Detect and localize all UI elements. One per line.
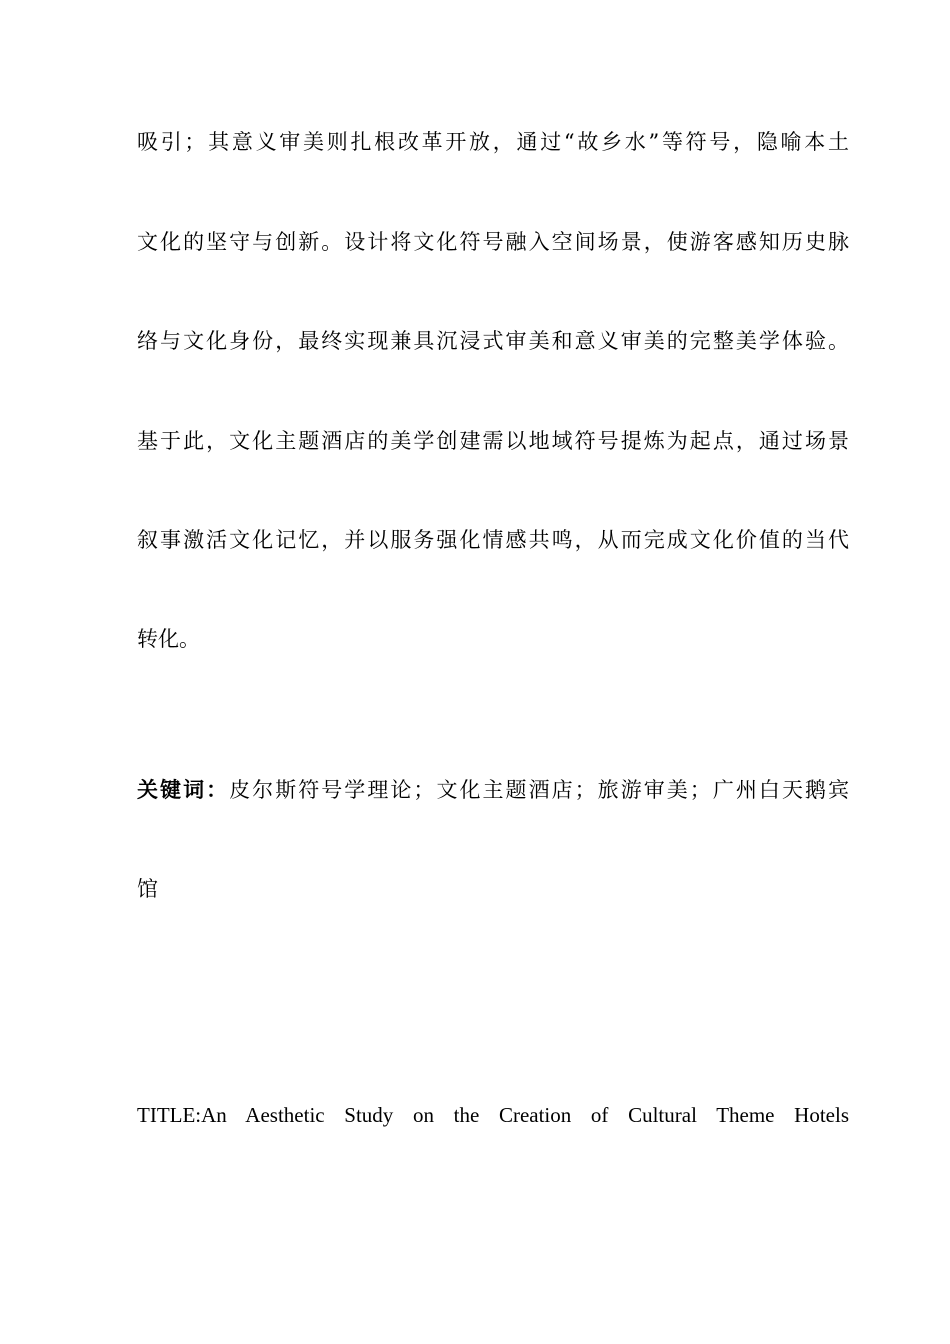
keywords-line-2: 馆 — [137, 877, 158, 901]
abstract-line-4: 基于此，文化主题酒店的美学创建需以地域符号提炼为起点，通过场景 — [137, 429, 849, 453]
keywords-label: 关键词： — [137, 778, 230, 802]
abstract-line-3: 络与文化身份，最终实现兼具沉浸式审美和意义审美的完整美学体验。 — [137, 329, 849, 353]
abstract-line-2: 文化的坚守与创新。设计将文化符号融入空间场景，使游客感知历史脉 — [137, 230, 849, 254]
keywords-line-1 — [137, 776, 849, 804]
abstract-line-1: 吸引；其意义审美则扎根改革开放，通过“故乡水”等符号，隐喻本土 — [137, 130, 849, 154]
abstract-line-6: 转化。 — [137, 627, 200, 651]
abstract-line-5: 叙事激活文化记忆，并以服务强化情感共鸣，从而完成文化价值的当代 — [137, 528, 849, 552]
english-title-line: TITLE:An Aesthetic Study on the Creation of Cultural Theme Hotels — [137, 1103, 849, 1127]
keywords-text: 皮尔斯符号学理论；文化主题酒店；旅游审美；广州白天鹅宾 — [229, 778, 850, 802]
